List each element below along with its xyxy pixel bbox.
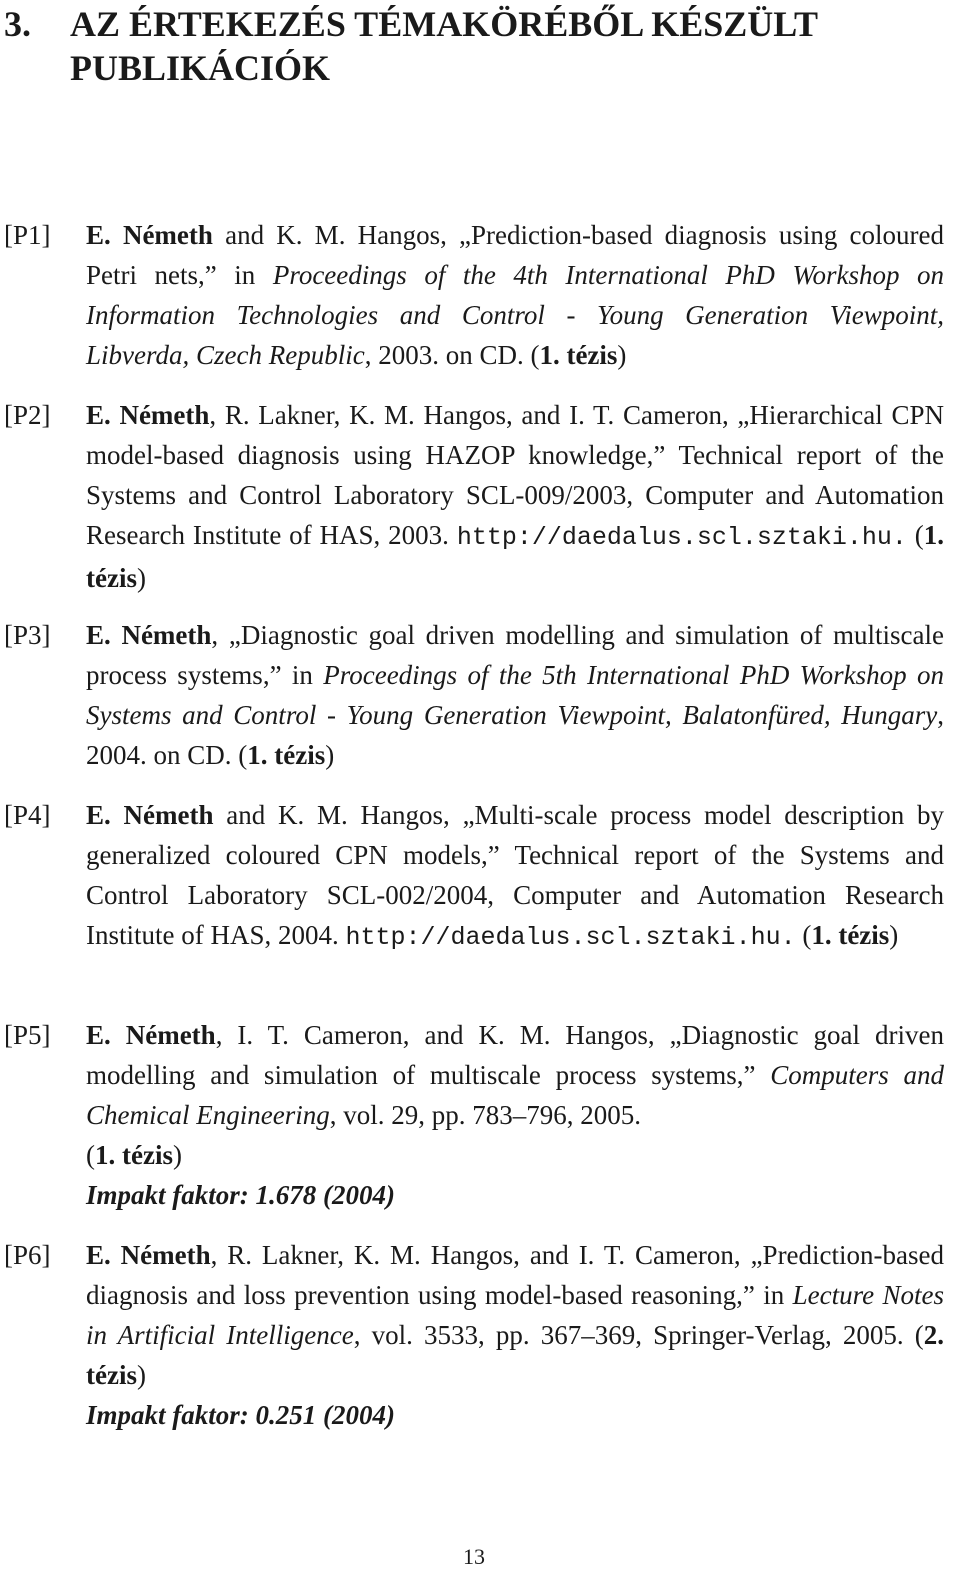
publication-details: , vol. 3533, pp. 367–369, Springer-Verlag, 2005. ( — [353, 1320, 924, 1350]
author-name: E. Németh — [86, 1240, 211, 1270]
thesis-ref: 1. tézis — [247, 740, 326, 770]
paper-title: „Prediction-based diagnosis and loss prevention using model-based reasoning,” in — [86, 1240, 944, 1310]
co-authors: and K. M. Hangos, — [213, 800, 463, 830]
thesis-line — [86, 1135, 944, 1175]
paper-title: „Diagnostic goal driven modelling and simulation of multiscale process systems,” in — [86, 620, 945, 690]
reference-text — [86, 215, 944, 375]
closing-paren: ) — [617, 340, 627, 370]
venue: Computers and Chemical Engineering — [86, 1060, 944, 1130]
impact-factor: Impakt faktor: 1.678 (2004) — [86, 1180, 395, 1210]
publication-details: ( — [795, 920, 812, 950]
url-link[interactable]: http://daedalus.scl.sztaki.hu. — [345, 923, 796, 952]
co-authors: , I. T. Cameron, and K. M. Hangos, — [215, 1020, 670, 1050]
thesis-ref: 1. tézis — [811, 920, 890, 950]
section-title-line1: AZ ÉRTEKEZÉS TÉMAKÖRÉBŐL KÉSZÜLT — [70, 4, 819, 44]
reference-label: [P2] — [4, 400, 51, 430]
reference-item — [4, 1015, 944, 1215]
reference-text — [86, 1235, 944, 1435]
reference-text — [86, 395, 944, 598]
author-name: E. Németh — [86, 620, 212, 650]
reference-text — [86, 1015, 944, 1215]
paper-title: „Multi-scale process model description by generalized coloured CPN models,” Technical report of the Systems and Control Laboratory SCL-002/2004, Computer and Automation Research Institute of HAS, 2004. — [86, 800, 944, 950]
page-number: 13 — [463, 1544, 485, 1569]
closing-paren: ) — [325, 740, 335, 770]
reference-list — [4, 215, 944, 1435]
publication-details: , 2004. on CD. ( — [86, 700, 944, 770]
publication-details: , vol. 29, pp. 783–796, 2005. — [329, 1100, 641, 1130]
reference-text — [86, 795, 944, 958]
impact-factor: Impakt faktor: 0.251 (2004) — [86, 1400, 395, 1430]
thesis-ref: 1. tézis — [86, 520, 945, 593]
reference-label: [P5] — [4, 1020, 51, 1050]
co-authors: , — [211, 620, 229, 650]
reference-item — [4, 615, 944, 775]
author-name: E. Németh — [86, 1020, 216, 1050]
thesis-ref: 2. tézis — [86, 1320, 944, 1390]
section-title-line2: PUBLIKÁCIÓK — [70, 48, 331, 88]
reference-text — [86, 615, 944, 775]
venue: Lecture Notes in Artificial Intelligence — [86, 1280, 944, 1350]
venue: Proceedings of the 5th International PhD Workshop on Systems and Control - Young Generation Viewpoint, Balatonfüred, Hungary — [86, 660, 945, 730]
reference-label: [P6] — [4, 1240, 51, 1270]
co-authors: , R. Lakner, K. M. Hangos, and I. T. Cameron, — [209, 400, 738, 430]
reference-item — [4, 395, 944, 635]
publication-details: ( — [906, 520, 924, 550]
opening-paren: ( — [86, 1140, 95, 1170]
author-name: E. Németh — [86, 800, 214, 830]
reference-label: [P4] — [4, 800, 51, 830]
reference-label: [P1] — [4, 220, 51, 250]
thesis-ref: 1. tézis — [95, 1140, 173, 1170]
closing-paren: ) — [889, 920, 899, 950]
section-heading — [4, 2, 944, 90]
url-link[interactable]: http://daedalus.scl.sztaki.hu. — [456, 523, 907, 552]
publication-details: , 2003. on CD. ( — [364, 340, 540, 370]
co-authors: , R. Lakner, K. M. Hangos, and I. T. Cameron, — [210, 1240, 751, 1270]
closing-paren: ) — [136, 563, 146, 593]
paper-title: „Prediction-based diagnosis using coloured Petri nets,” in — [86, 220, 944, 290]
reference-label: [P3] — [4, 620, 51, 650]
thesis-ref: 1. tézis — [539, 340, 618, 370]
author-name: E. Németh — [86, 400, 210, 430]
author-name: E. Németh — [86, 220, 213, 250]
reference-item — [4, 795, 944, 995]
paper-title: „Hierarchical CPN model-based diagnosis using HAZOP knowledge,” Technical report of the Systems and Control Laboratory SCL-009/2003, Computer and Automation Research Institute of HAS, 2003. — [86, 400, 944, 550]
closing-paren: ) — [136, 1360, 146, 1390]
section-number: 3. — [4, 4, 31, 44]
reference-item — [4, 1235, 944, 1435]
reference-item — [4, 215, 944, 375]
co-authors: and K. M. Hangos, — [212, 220, 460, 250]
venue: Proceedings of the 4th International PhD Workshop on Information Technologies and Control - Young Generation Viewpoint, Libverda, Czech Republic — [86, 260, 944, 370]
paper-title: „Diagnostic goal driven modelling and simulation of multiscale process systems,” — [86, 1020, 944, 1090]
closing-paren: ) — [172, 1140, 182, 1170]
